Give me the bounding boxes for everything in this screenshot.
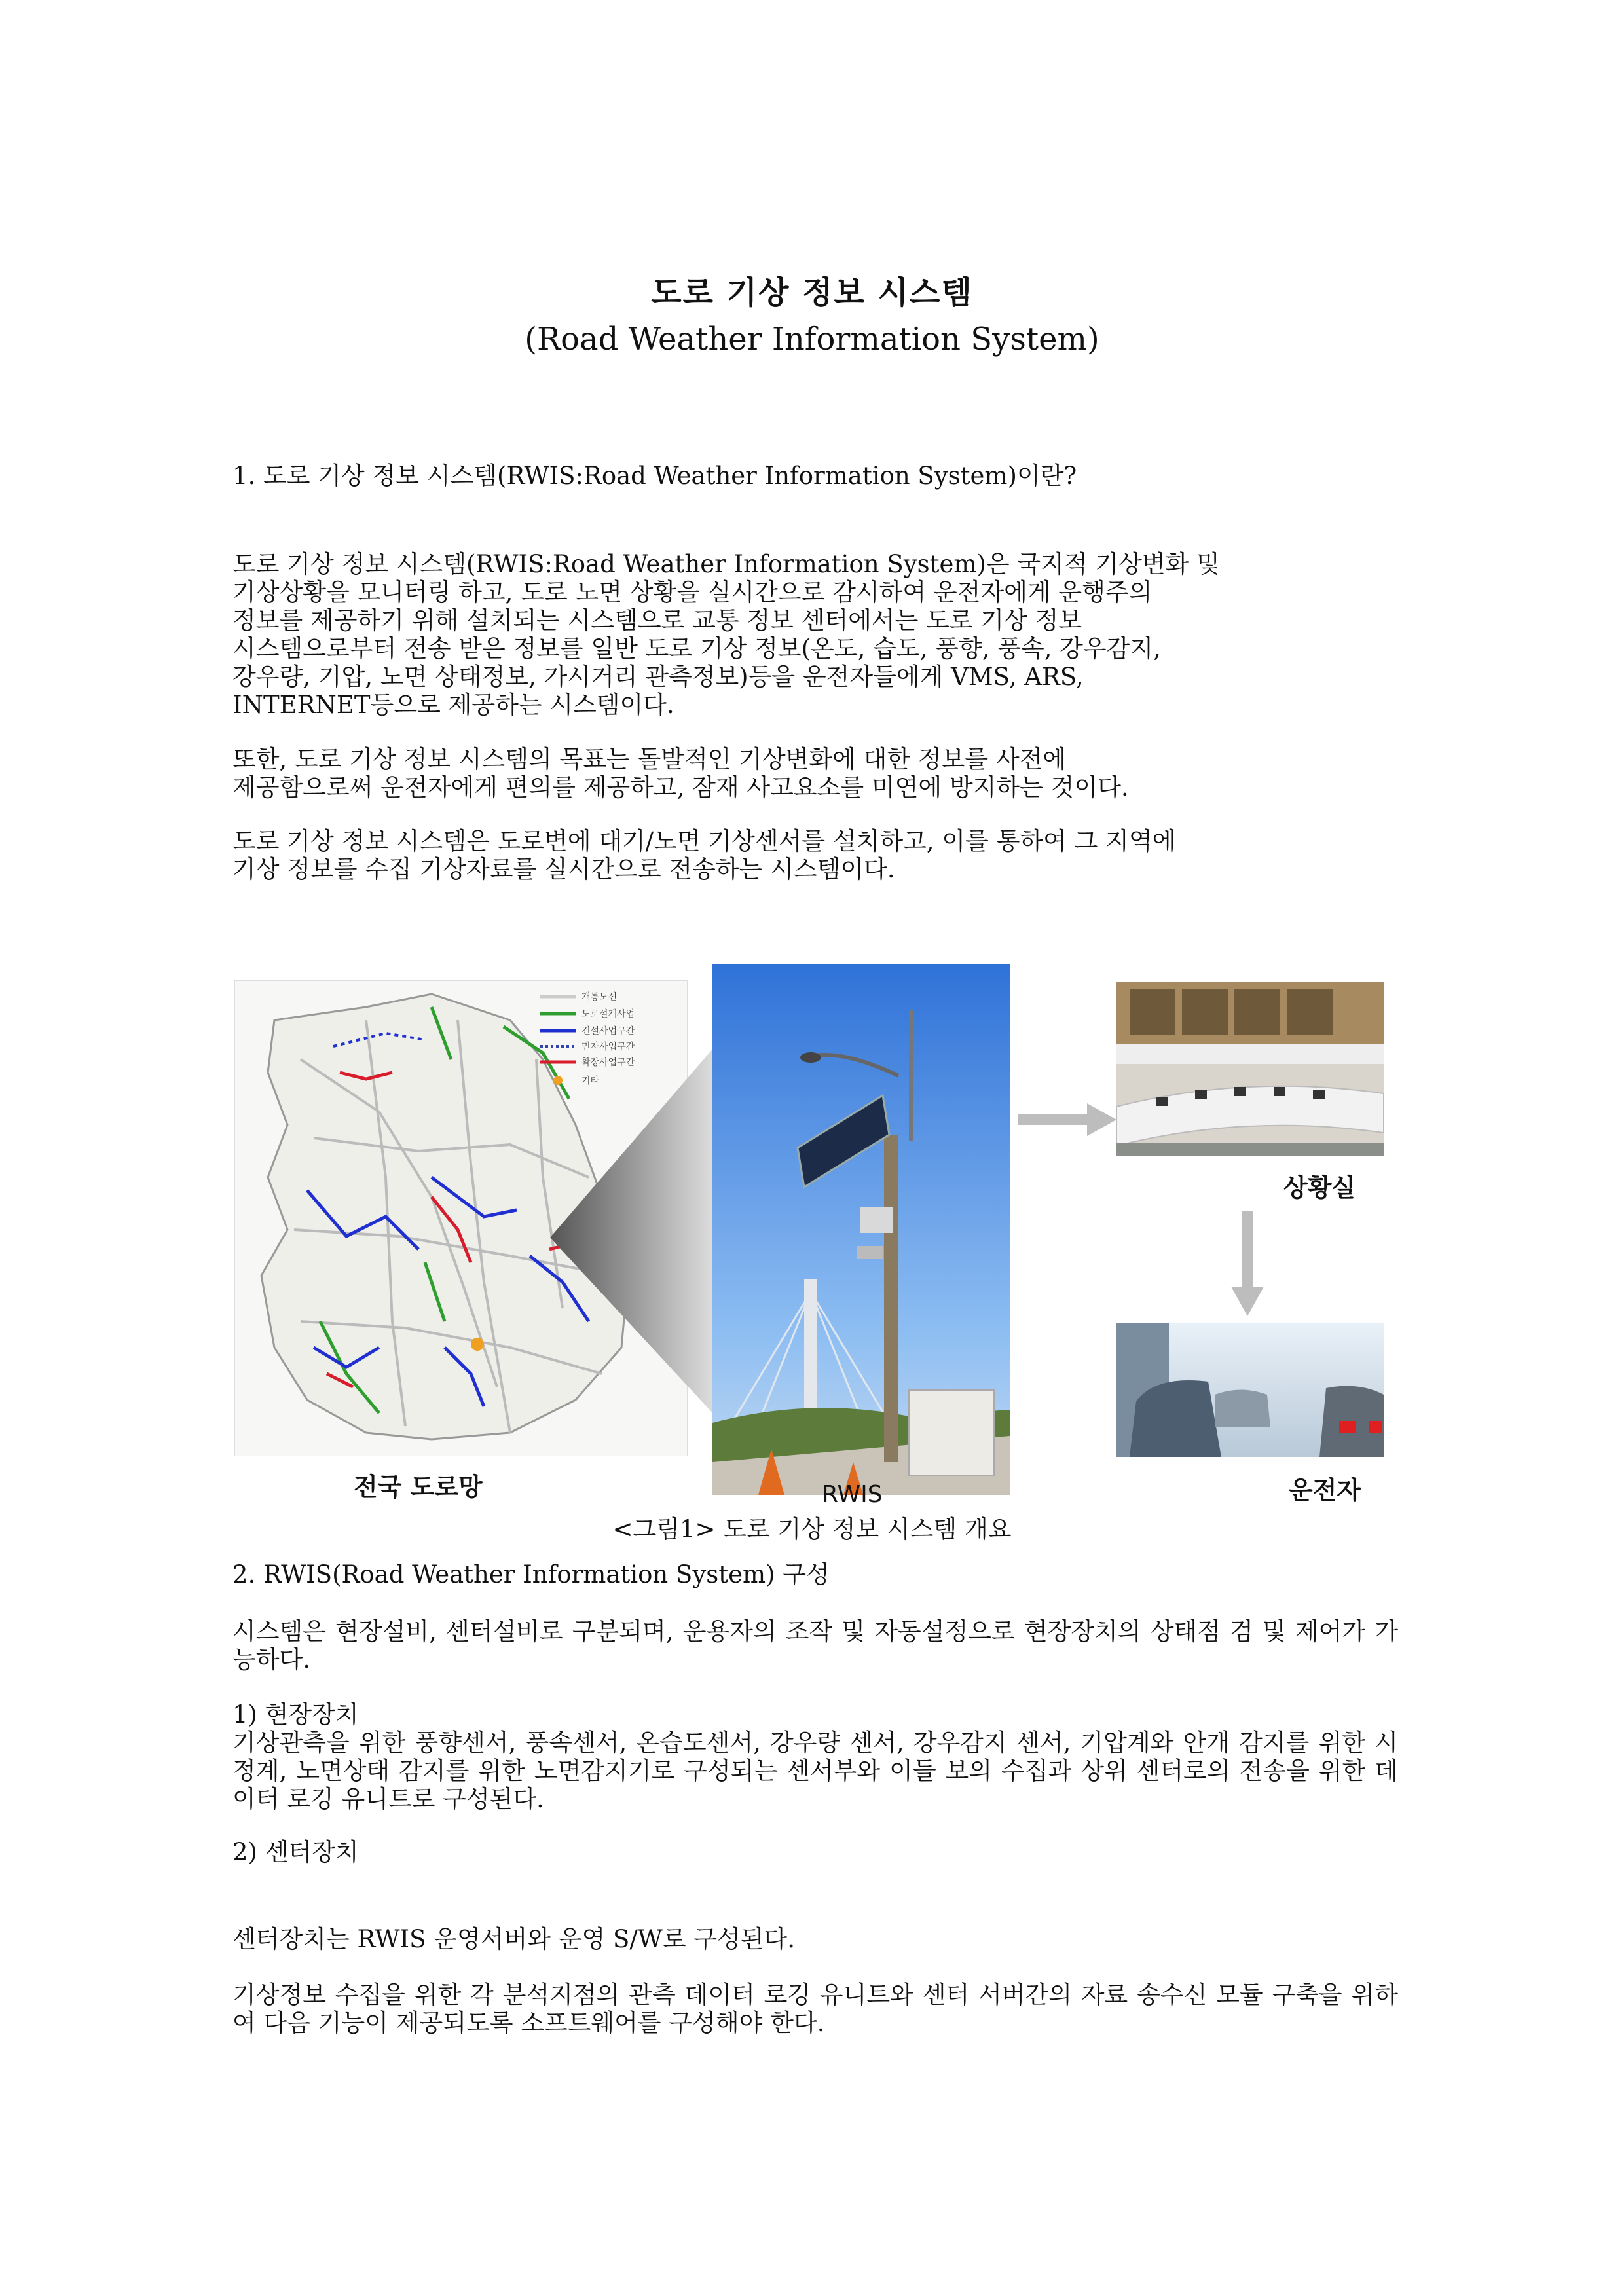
figure-caption: <그림1> 도로 기상 정보 시스템 개요 [612, 1515, 1012, 1543]
legend-item: 개통노선 [581, 992, 618, 1002]
legend-item: 도로설계사업 [581, 1009, 635, 1019]
label-national-road-network: 전국 도로망 [354, 1473, 483, 1501]
label-control-room: 상황실 [1283, 1173, 1356, 1202]
center-equipment-text-2: 기상정보 수집을 위한 각 분석지점의 관측 데이터 로깅 유니트와 센터 서버간의 자료 송수신 모듈 구축을 위하여 다음 기능이 제공되도록 소프트웨어를 구성해야 한다. [232, 1981, 1398, 2037]
section1-heading: 1. 도로 기상 정보 시스템(RWIS:Road Weather Information System)이란? [232, 462, 1077, 490]
field-equipment-text: 기상관측을 위한 풍향센서, 풍속센서, 온습도센서, 강우량 센서, 강우감지 센서, 기압계와 안개 감지를 위한 시정계, 노면상태 감지를 위한 노면감지기로 구성되는 센서부와 이들 보의 수집과 상위 센터로의 전송을 위한 데이터 로깅 유니트로 구성된다. [232, 1729, 1398, 1813]
label-driver: 운전자 [1289, 1476, 1361, 1505]
section1-paragraph-3: 도로 기상 정보 시스템은 도로변에 대기/노면 기상센서를 설치하고, 이를 통하여 그 지역에 기상 정보를 수집 기상자료를 실시간으로 전송하는 시스템이다. [232, 827, 1176, 883]
rwis-photo-graphic [712, 964, 1010, 1495]
arrow-right-icon [1018, 1100, 1116, 1139]
section2-paragraph: 시스템은 현장설비, 센터설비로 구분되며, 운용자의 조작 및 자동설정으로 현장장치의 상태점 검 및 제어가 가능하다. [232, 1617, 1398, 1674]
road-photo-graphic [1116, 1323, 1384, 1457]
label-rwis: RWIS [822, 1481, 883, 1508]
page-subtitle: (Road Weather Information System) [525, 321, 1099, 358]
control-room-photo [1116, 982, 1384, 1156]
legend-item: 확장사업구간 [581, 1057, 635, 1068]
arrow-down-icon [1228, 1211, 1267, 1316]
legend-item: 민자사업구간 [581, 1042, 635, 1052]
section1-paragraph-2: 또한, 도로 기상 정보 시스템의 목표는 돌발적인 기상변화에 대한 정보를 사전에 제공함으로써 운전자에게 편의를 제공하고, 잠재 사고요소를 미연에 방지하는 것이다. [232, 745, 1129, 801]
field-equipment-heading: 1) 현장장치 [232, 1700, 359, 1729]
driver-road-photo [1116, 1323, 1384, 1457]
legend-item: 기타 [581, 1076, 600, 1086]
control-room-graphic [1116, 982, 1384, 1156]
center-equipment-text: 센터장치는 RWIS 운영서버와 운영 S/W로 구성된다. [232, 1925, 796, 1953]
legend-item: 건설사업구간 [581, 1026, 635, 1037]
zoom-funnel [550, 1048, 727, 1414]
page-title: 도로 기상 정보 시스템 [651, 274, 973, 311]
section1-paragraph-1: 도로 기상 정보 시스템(RWIS:Road Weather Information System)은 국지적 기상변화 및 기상상황을 모니터링 하고, 도로 노면 상황을 실시간으로 감시하여 운전자에게 운행주의 정보를 제공하기 위해 설치되는 시스템으로 교통 정보 센터에서는 도로 기상 정보 시스템으로부터 전송 받은 정보를 일반 도로 기상 정보(온도, 습도, 풍향, 풍속, 강우감지, 강우량, 기압, 노면 상태정보, 가시거리 관측정보)등을 운전자들에게 VMS, ARS, INTERNET등으로 제공하는 시스템이다. [232, 550, 1220, 719]
rwis-station-photo [712, 964, 1010, 1495]
funnel-graphic [550, 1048, 727, 1414]
section2-heading: 2. RWIS(Road Weather Information System) 구성 [232, 1560, 830, 1588]
center-equipment-heading: 2) 센터장치 [232, 1838, 359, 1866]
